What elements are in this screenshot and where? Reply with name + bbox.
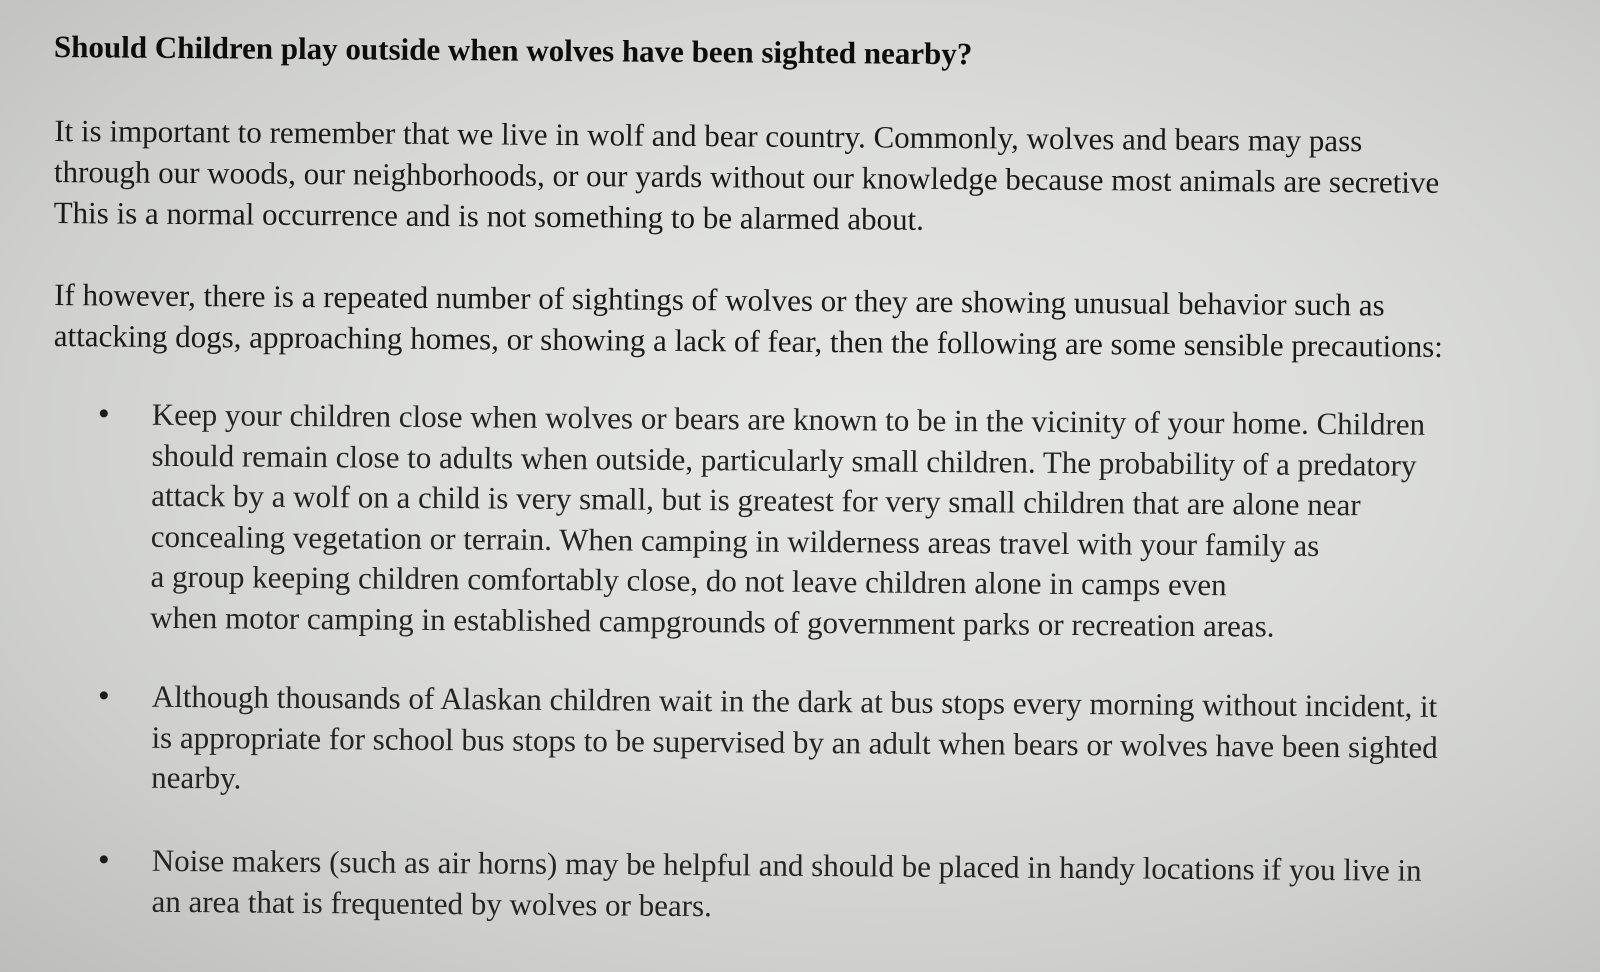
list-item-line: a group keeping children comfortably close, do not leave children alone in camps even	[150, 558, 1227, 603]
paragraph-line: It is important to remember that we live in wolf and bear country. Commonly, wolves and bears may pass	[54, 113, 1363, 159]
paragraph-line: This is a normal occurrence and is not something to be alarmed about.	[54, 194, 925, 237]
list-item-line: should remain close to adults when outside, particularly small children. The probability of a predatory	[151, 437, 1417, 483]
list-item-line: Noise makers (such as air horns) may be helpful and should be placed in handy locations if you live in	[151, 842, 1422, 888]
bullet-icon	[100, 409, 108, 417]
list-item-line: when motor camping in established campgrounds of government parks or recreation areas.	[150, 599, 1275, 644]
list-item	[54, 394, 1600, 644]
document-page	[54, 22, 1600, 972]
list-item	[54, 676, 1600, 796]
list-item-text	[151, 677, 1438, 809]
list-item-line: Although thousands of Alaskan children wait in the dark at bus stops every morning without incident, it	[151, 678, 1438, 724]
list-item-line: attack by a wolf on a child is very small, but is greatest for very small children that are alone near	[151, 477, 1361, 523]
paragraph-line: If however, there is a repeated number of sightings of wolves or they are showing unusual behavior such as	[54, 277, 1385, 323]
list-item	[54, 840, 1600, 923]
bullet-icon	[100, 855, 108, 863]
list-item-line: concealing vegetation or terrain. When camping in wilderness areas travel with your family as	[150, 518, 1320, 563]
paragraph-line: attacking dogs, approaching homes, or showing a lack of fear, then the following are some sensible precautions:	[54, 317, 1443, 364]
list-item-line: Keep your children close when wolves or bears are known to be in the vicinity of your home. Children	[151, 396, 1426, 442]
paragraph-intro	[54, 110, 1440, 244]
document-heading: Should Children play outside when wolves have been sighted nearby?	[54, 29, 973, 72]
list-item-text	[151, 841, 1421, 932]
paragraph-precautions-intro	[54, 274, 1443, 367]
paragraph-line: through our woods, our neighborhoods, or our yards without our knowledge because most animals are secretive	[54, 154, 1440, 200]
list-item-line: nearby.	[151, 759, 242, 796]
list-item-line: is appropriate for school bus stops to be supervised by an adult when bears or wolves have been sighted	[151, 719, 1438, 765]
bullet-icon	[100, 691, 108, 699]
list-item-line: an area that is frequented by wolves or bears.	[151, 883, 713, 923]
list-item-text	[150, 395, 1425, 648]
